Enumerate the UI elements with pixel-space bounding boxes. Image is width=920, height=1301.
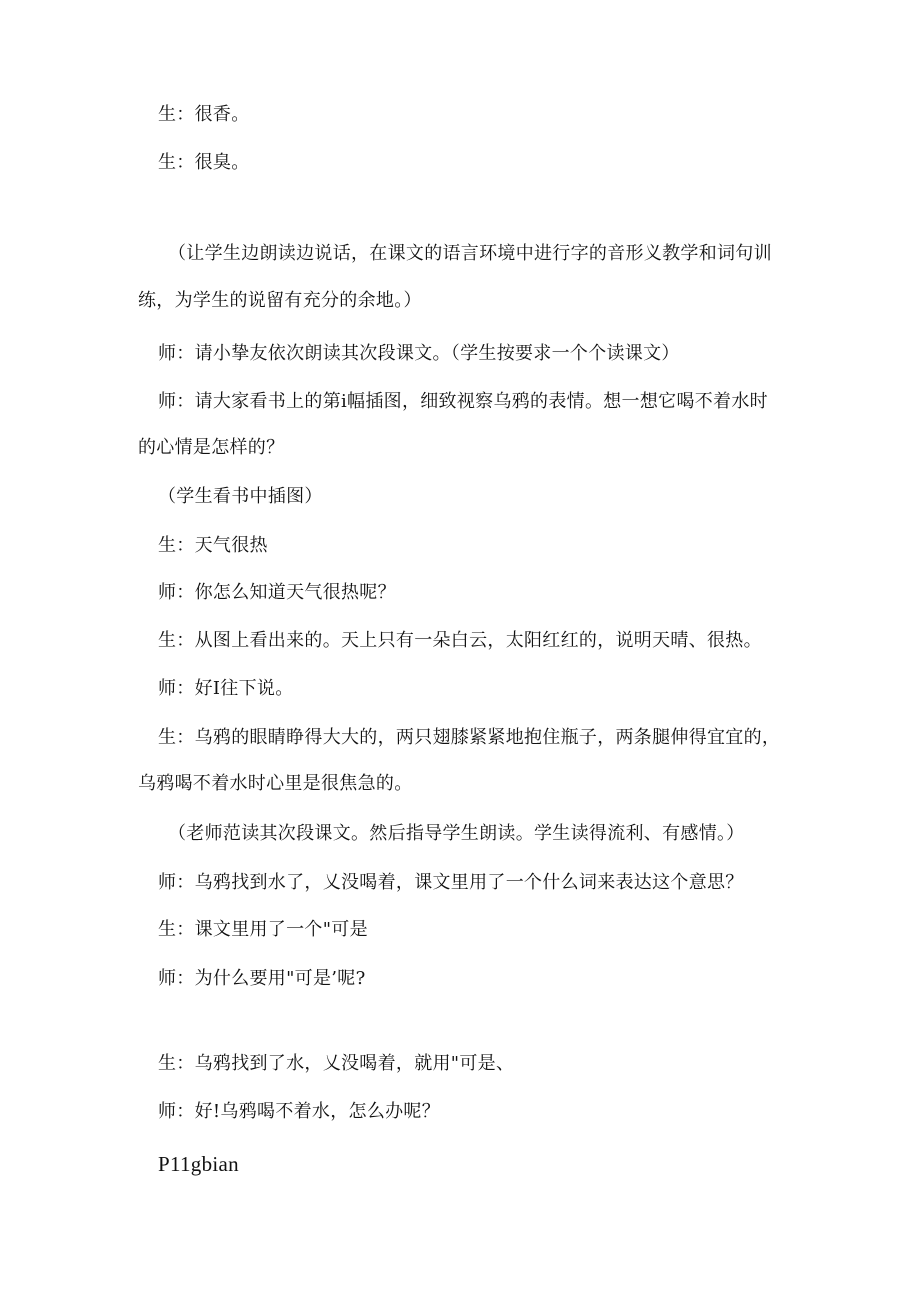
text-line: 生：很臭。 xyxy=(158,152,250,173)
text-line: 师：请大家看书上的第i幅插图，细致视察乌鸦的表情。想一想它喝不着水时 xyxy=(158,391,768,412)
text-line: 生：课文里用了一个"可是 xyxy=(158,919,368,940)
text-line: 师：好!乌鸦喝不着水，怎么办呢？ xyxy=(158,1101,441,1122)
text-line: 师：请小挚友依次朗读其次段课文。（学生按要求一个个读课文） xyxy=(158,343,680,364)
text-line: 生：乌鸦的眼睛睁得大大的，两只翅膝紧紧地抱住瓶子，两条腿伸得宜宜的， xyxy=(158,727,781,748)
text-line: 生：乌鸦找到了水，乂没喝着，就用"可是、 xyxy=(158,1053,515,1074)
text-line: 师：乌鸦找到水了，乂没喝着，课文里用了一个什么词来表达这个意思？ xyxy=(158,872,744,893)
text-line: 师：好I往下说。 xyxy=(158,678,294,699)
text-line: （老师范读其次段课文。然后指导学生朗读。学生读得流利、有感情。） xyxy=(168,823,745,844)
text-line: 乌鸦喝不着水时心里是很焦急的。 xyxy=(138,773,413,794)
text-line: 师：你怎么知道天气很热呢？ xyxy=(158,582,396,603)
text-line: 师：为什么要用"可是’呢? xyxy=(158,968,366,989)
text-line: 的心情是怎样的？ xyxy=(138,437,285,458)
text-line: 练，为学生的说留有充分的余地。） xyxy=(138,290,422,311)
text-line: （让学生边朗读边说话，在课文的语言环境中进行字的音形义教学和词句训 xyxy=(168,243,772,264)
text-line: 生：天气很热 xyxy=(158,535,268,556)
text-line: 生：很香。 xyxy=(158,104,250,125)
text-line: P11gbian xyxy=(158,1152,239,1176)
text-line: （学生看书中插图） xyxy=(158,486,323,507)
text-line: 生：从图上看出来的。天上只有一朵白云，太阳红红的，说明天晴、很热。 xyxy=(158,630,762,651)
